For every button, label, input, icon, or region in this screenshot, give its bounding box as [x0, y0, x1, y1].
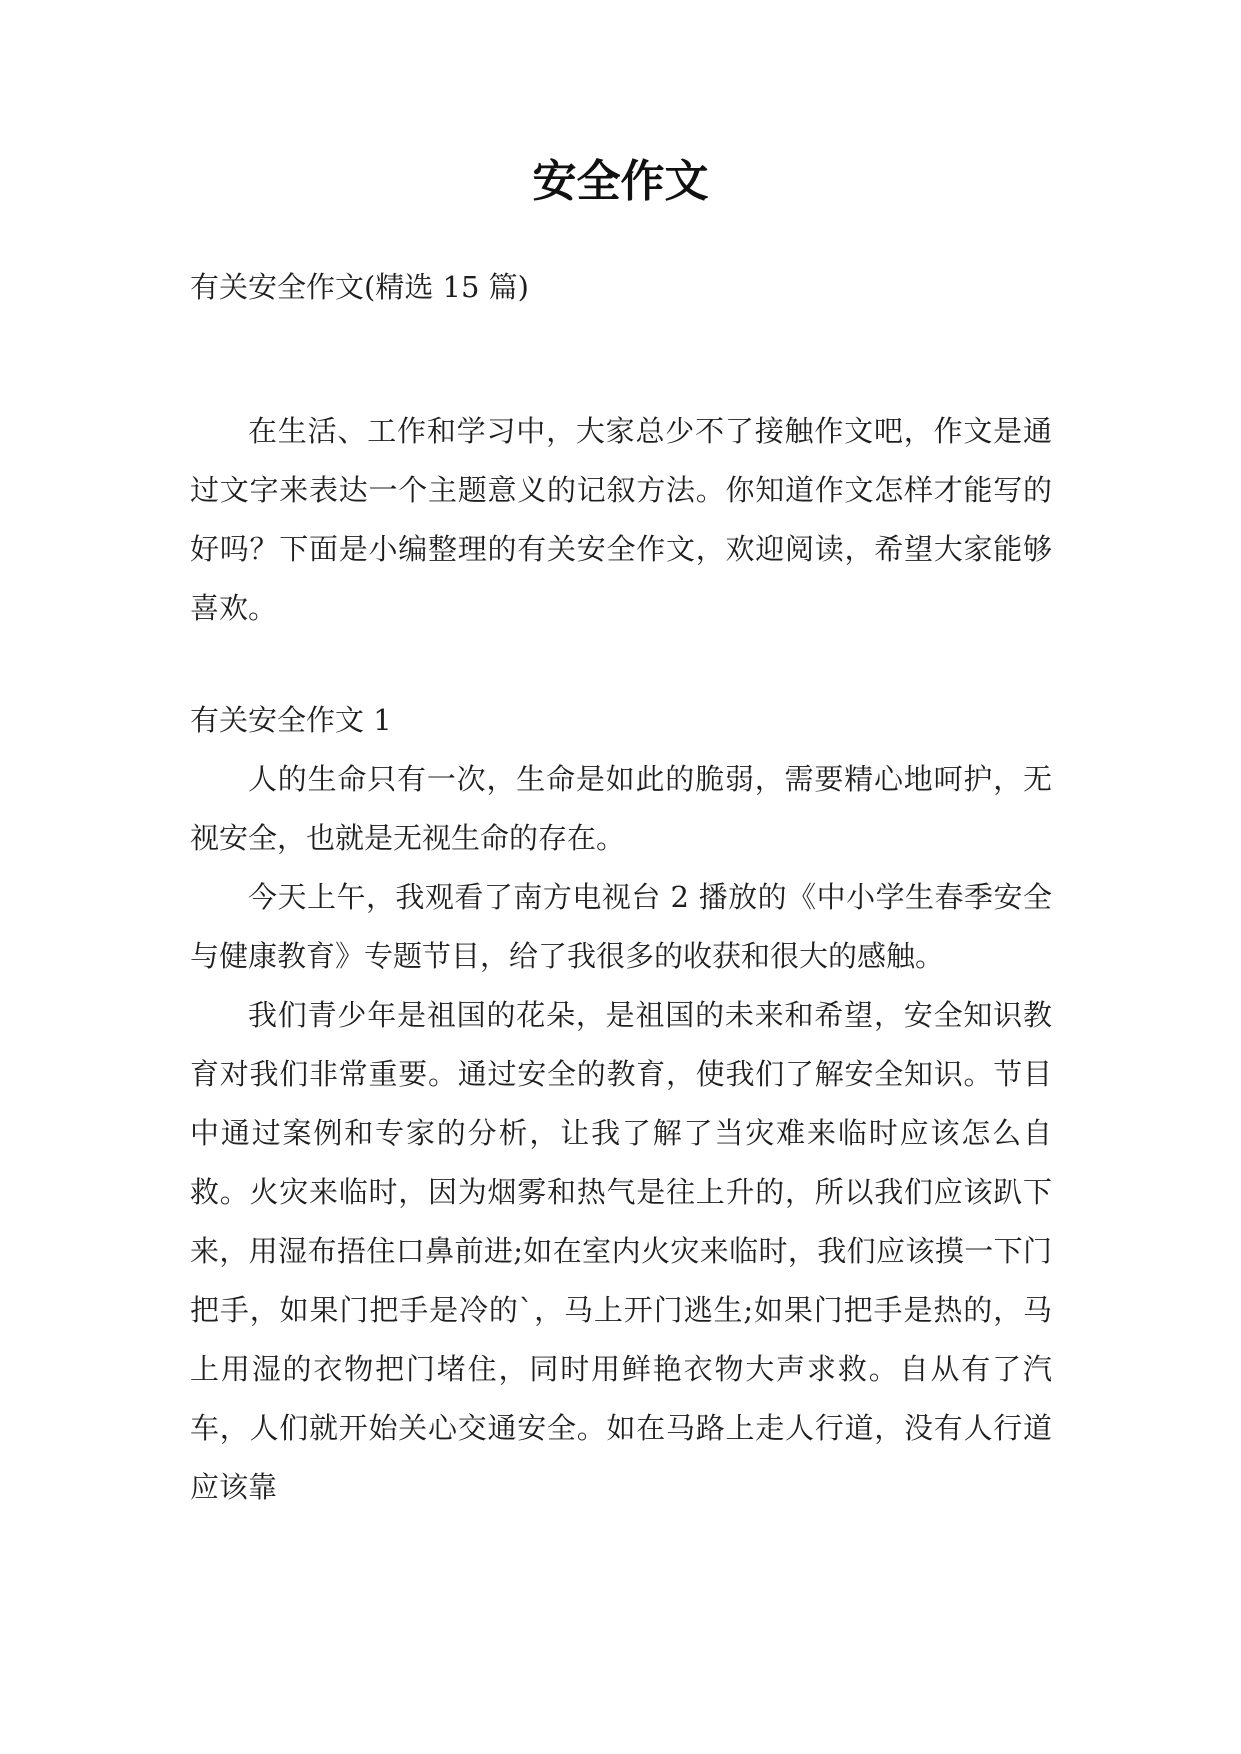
- document-title: 安全作文: [532, 156, 709, 207]
- document-subtitle: 有关安全作文(精选 15 篇): [190, 270, 529, 304]
- body-paragraph-2: 今天上午，我观看了南方电视台 2 播放的《中小学生春季安全与健康教育》专题节目，给了我很多的收获和很大的感触。: [190, 880, 1052, 973]
- intro-paragraph: 在生活、工作和学习中，大家总少不了接触作文吧，作文是通过文字来表达一个主题意义的记叙方法。你知道作文怎样才能写的好吗？下面是小编整理的有关安全作文，欢迎阅读，希望大家能够喜欢。: [190, 414, 1052, 625]
- body-paragraph-1: 人的生命只有一次，生命是如此的脆弱，需要精心地呵护，无视安全，也就是无视生命的存在。: [190, 762, 1052, 855]
- section-body: [190, 750, 1052, 1517]
- section-heading: 有关安全作文 1: [190, 703, 392, 737]
- body-paragraph-3: 我们青少年是祖国的花朵，是祖国的未来和希望，安全知识教育对我们非常重要。通过安全的教育，使我们了解安全知识。节目中通过案例和专家的分析，让我了解了当灾难来临时应该怎么自救。火灾来临时，因为烟雾和热气是往上升的，所以我们应该趴下来，用湿布捂住口鼻前进;如在室内火灾来临时，我们应该摸一下门把手，如果门把手是冷的`，马上开门逃生;如果门把手是热的，马上用湿的衣物把门堵住，同时用鲜艳衣物大声求救。自从有了汽车，人们就开始关心交通安全。如在马路上走人行道，没有人行道应该靠: [190, 998, 1052, 1504]
